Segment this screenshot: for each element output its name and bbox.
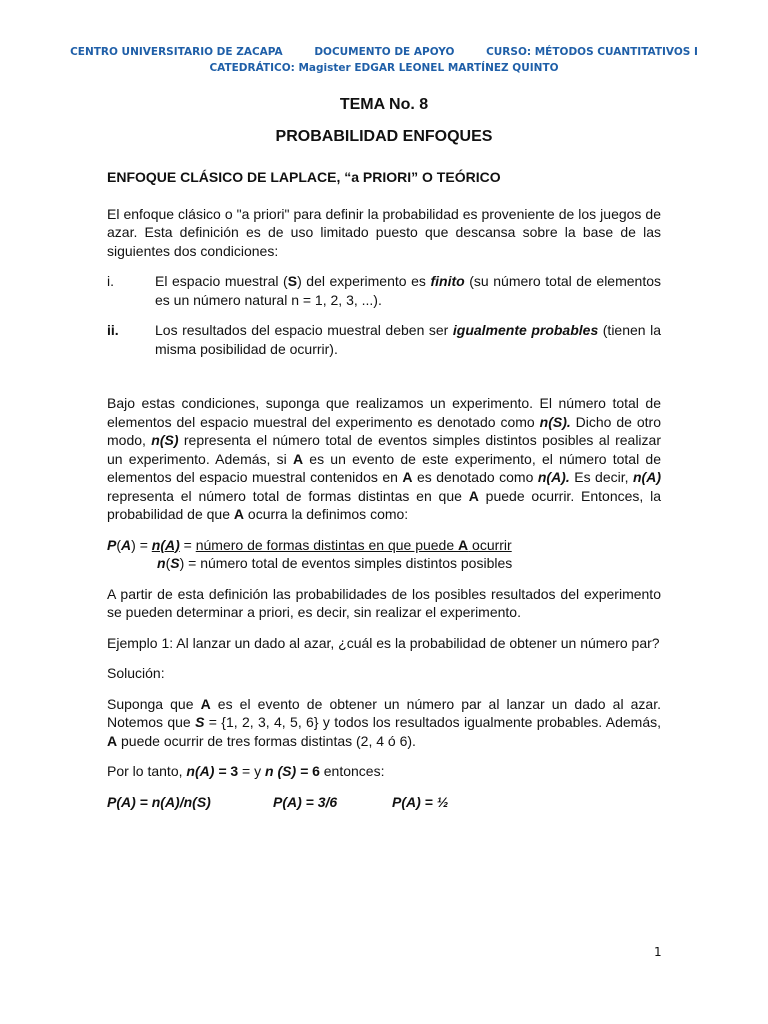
condition-text: El espacio muestral (S) del experimento es finito (su número total de elementos es un número natural n = 1, 2, 3, ...).	[155, 273, 662, 308]
formula-denominator: n(S) = número total de eventos simples distintos posibles	[157, 555, 513, 571]
formula-numerator: P(A) = n(A) = número de formas distintas en que puede A ocurrir	[107, 536, 512, 553]
apriori-paragraph: A partir de esta definición las probabilidades de los posibles resultados del experimento se pueden determinar a priori, es decir, sin realizar el experimento.	[107, 585, 661, 620]
header-teacher: CATEDRÁTICO: Magister EDGAR LEONEL MARTÍNEZ QUINTO	[209, 62, 559, 74]
equation-fraction: P(A) = 3/6	[273, 793, 338, 810]
condition-number: i.	[107, 273, 114, 289]
condition-number: ii.	[107, 322, 119, 338]
equation-result: P(A) = ½	[392, 793, 449, 810]
solution-label: Solución:	[107, 665, 165, 681]
equation-general: P(A) = n(A)/n(S)	[107, 793, 211, 810]
example-paragraph: Ejemplo 1: Al lanzar un dado al azar, ¿cuál es la probabilidad de obtener un número par?	[107, 634, 660, 651]
page-number: 1	[654, 945, 662, 959]
section-subhead: ENFOQUE CLÁSICO DE LAPLACE, “a PRIORI” O TEÓRICO	[107, 169, 501, 185]
main-title: PROBABILIDAD ENFOQUES	[275, 128, 493, 145]
solution-paragraph: Suponga que A es el evento de obtener un número par al lanzar un dado al azar. Notemos que S = {1, 2, 3, 4, 5, 6} y todos los resultados igualmente probables. Además, A puede ocurrir de tres formas distintas (2, 4 ó 6).	[107, 695, 661, 749]
document-header	[0, 44, 768, 76]
header-course: CURSO: MÉTODOS CUANTITATIVOS I	[486, 46, 698, 58]
tema-title: TEMA No. 8	[339, 96, 429, 113]
condition-item-2	[107, 321, 661, 358]
condition-text: Los resultados del espacio muestral deben ser igualmente probables (tienen la misma posibilidad de ocurrir).	[155, 322, 661, 357]
definition-paragraph: Bajo estas condiciones, suponga que realizamos un experimento. El número total de elementos del espacio muestral del experimento es denotado como n(S). Dicho de otro modo, n(S) representa el número total de eventos simples distintos posibles al realizar un experimento. Además, si A es un evento de este experimento, el número total de elementos del espacio muestral contenidos en A es denotado como n(A). Es decir, n(A) representa el número total de formas distintas en que A puede ocurrir. Entonces, la probabilidad de que A ocurra la definimos como:	[107, 395, 661, 522]
header-doc: DOCUMENTO DE APOYO	[314, 46, 455, 58]
document-body	[107, 168, 661, 811]
probability-formula	[107, 536, 661, 573]
header-line-1	[0, 44, 768, 60]
intro-paragraph: El enfoque clásico o "a priori" para definir la probabilidad es proveniente de los juegos de azar. Esta definición es de uso limitado puesto que descansa sobre la base de las siguientes dos condiciones:	[107, 205, 661, 259]
header-org: CENTRO UNIVERSITARIO DE ZACAPA	[70, 46, 283, 58]
result-equations	[107, 793, 661, 812]
condition-item-1	[107, 272, 661, 309]
conclusion-line: Por lo tanto, n(A) = 3 = y n (S) = 6 entonces:	[107, 763, 385, 779]
